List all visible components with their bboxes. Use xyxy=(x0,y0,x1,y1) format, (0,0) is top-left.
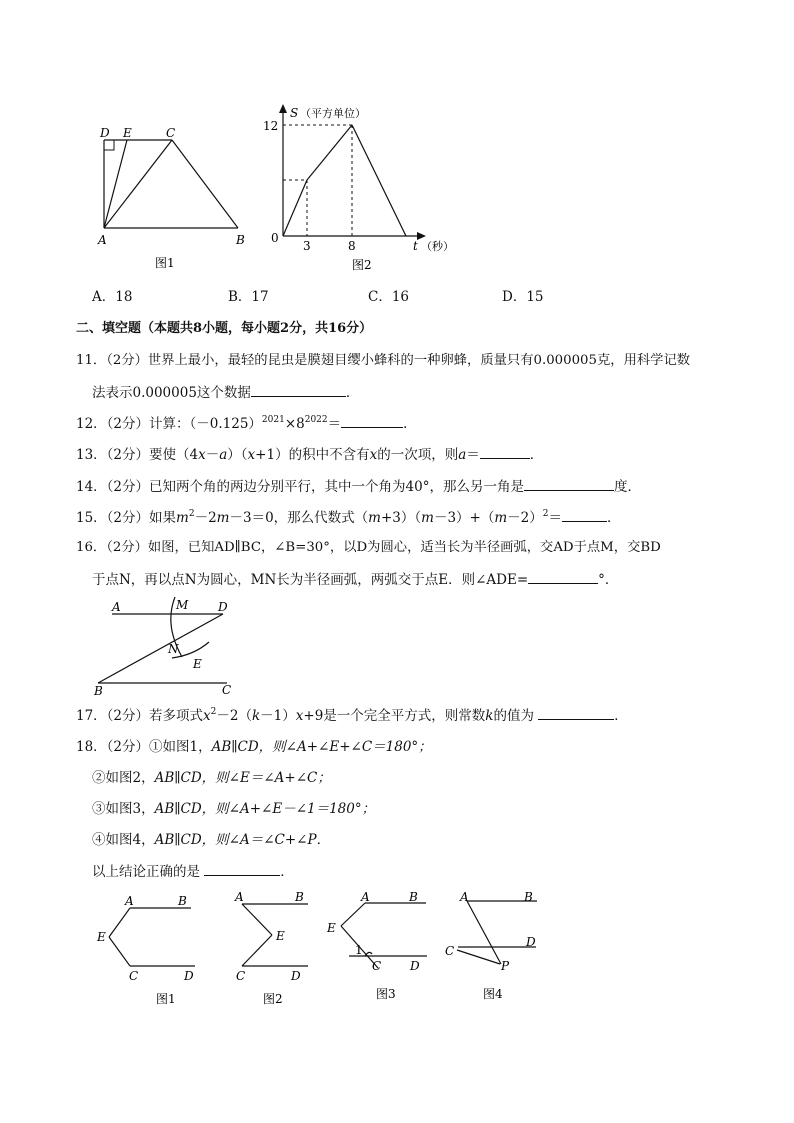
q17-t2: －2（ xyxy=(216,708,252,724)
fig2-caption: 图2 xyxy=(352,258,372,272)
fig1-label-d: D xyxy=(100,126,110,140)
q11-text: 法表示0.000005这个数据 xyxy=(92,385,251,401)
q18-figure-1 xyxy=(95,893,205,1018)
q18f1-a: A xyxy=(125,894,134,908)
q17-t5: 的值为 xyxy=(493,708,534,724)
q13-t3: ）（ xyxy=(227,447,248,463)
q18f4-c: C xyxy=(445,944,455,958)
q17-t3: －1） xyxy=(260,708,296,724)
question-13: 13．（2分）要使（4x－a）（x+1）的积中不含有x的一次项，则a＝ ． xyxy=(76,444,543,465)
q17-t1: 17．（2分）若多项式 xyxy=(76,708,204,724)
question-18-ask: 以上结论正确的是 ． xyxy=(92,861,294,882)
q15-t4: +3）（ xyxy=(380,510,422,526)
fig16-label-d: D xyxy=(218,600,228,614)
fig16-label-c: C xyxy=(222,683,232,697)
question-11-line-2: 法表示0.000005这个数据 ． xyxy=(92,382,359,403)
q18-figure-3 xyxy=(325,887,440,1012)
question-18-statement-1 xyxy=(76,737,432,757)
q16-text: 于点N，再以点N为圆心，MN长为半径画弧，两弧交于点E．则∠ADE= xyxy=(92,572,529,588)
figure-16 xyxy=(92,595,262,698)
q18f2-caption: 图2 xyxy=(263,992,283,1006)
fig16-label-n: N xyxy=(168,642,179,656)
fig2-y-tick-12: 12 xyxy=(263,119,279,133)
question-17: 17．（2分）若多项式$x^2-2(k-1)x+9$是一个完全平方式，则常数k的值为 ． xyxy=(76,707,628,724)
q12-mid: ×8 xyxy=(284,416,305,432)
question-11-line-1: 11．（2分）世界上最小，最轻的昆虫是膜翅目缨小蜂科的一种卵蜂，质量只有0.000005克，用科学记数 xyxy=(76,353,691,368)
q18f2-d: D xyxy=(291,969,301,983)
q13-x2: x xyxy=(247,447,256,463)
q18f3-c: C xyxy=(372,959,382,973)
fig16-label-m: M xyxy=(176,598,189,612)
fig2-x-axis-unit: （秒） xyxy=(421,240,454,253)
q17-x: x xyxy=(203,708,211,724)
q18f3-e: E xyxy=(327,921,336,935)
question-14 xyxy=(76,476,641,497)
q14-answer-blank[interactable] xyxy=(524,476,614,491)
fig1-label-a: A xyxy=(98,233,107,247)
fig2-x-tick-8: 8 xyxy=(348,239,356,253)
q13-t5: 的一次项，则 xyxy=(377,447,459,463)
question-12: 12．（2分）计算：$(-0.125)^{2021}\times 8^{2022}=$ ． xyxy=(76,415,417,432)
option-d: D．15 xyxy=(502,289,544,305)
q15-m1: m xyxy=(176,510,189,526)
q18f4-d: D xyxy=(526,935,536,949)
fig16-label-e: E xyxy=(193,657,202,671)
figure-2-graph xyxy=(260,100,460,275)
fig1-caption: 图1 xyxy=(155,256,175,270)
q16-suffix: °． xyxy=(598,572,619,588)
fig1-label-c: C xyxy=(166,126,176,140)
q14-text: 14．（2分）已知两个角的两边分别平行，其中一个角为40°，那么另一角是 xyxy=(76,479,524,495)
q18-s2-math: AB∥CD，则∠E＝∠A+∠C； xyxy=(154,770,331,786)
q15-m3: m xyxy=(368,510,381,526)
q15-m4: m xyxy=(421,510,434,526)
q18-answer-blank[interactable] xyxy=(204,861,280,876)
q15-t6: －2） xyxy=(507,510,543,526)
q15-t3: －3＝0，那么代数式（ xyxy=(229,510,369,526)
q18f3-b: B xyxy=(409,890,418,904)
question-18-statement-4 xyxy=(92,830,330,850)
q17-k2: k xyxy=(485,708,494,724)
q12-eq: ＝ xyxy=(327,416,342,432)
fig2-y-axis-unit: （平方单位） xyxy=(300,107,366,120)
q13-answer-blank[interactable] xyxy=(480,444,530,459)
fig1-label-b: B xyxy=(236,233,245,247)
q15-t1: 15．（2分）如果 xyxy=(76,510,177,526)
q13-t6: ＝ xyxy=(466,447,480,463)
q18f3-a: A xyxy=(361,890,370,904)
q18-ask-text: 以上结论正确的是 xyxy=(92,864,200,880)
q18-s1-math: AB∥CD，则∠A+∠E+∠C＝180°； xyxy=(211,739,432,755)
fig2-x-tick-3: 3 xyxy=(303,239,311,253)
option-c: C．16 xyxy=(368,289,410,305)
question-16-line-1: 16．（2分）如图，已知AD∥BC，∠B=30°，以D为圆心，适当长为半径画弧，交AD于点M，交BD xyxy=(76,540,661,555)
q12-prefix: 12．（2分）计算：（－0.125） xyxy=(76,416,262,432)
q18-s3-prefix: ③如图3， xyxy=(92,801,155,817)
q18f4-p: P xyxy=(501,959,510,973)
q13-t4: +1）的积中不含有 xyxy=(255,447,370,463)
q18-s2-prefix: ②如图2， xyxy=(92,770,155,786)
q18-s4-math: AB∥CD，则∠A＝∠C+∠P． xyxy=(154,832,331,848)
q14-suffix: 度． xyxy=(613,479,641,495)
option-a: A．18 xyxy=(92,289,133,305)
q13-a2: a xyxy=(458,447,467,463)
q15-m5: m xyxy=(494,510,508,526)
q15-answer-blank[interactable] xyxy=(562,507,607,522)
q18-figure-4 xyxy=(440,888,560,1013)
q18f4-caption: 图4 xyxy=(483,987,503,1001)
q15-t7: ＝ xyxy=(548,510,562,526)
q18f2-b: B xyxy=(295,890,304,904)
q13-t1: 13．（2分）要使（4 xyxy=(76,447,199,463)
fig2-y-axis-var: S xyxy=(290,106,299,120)
q18-s3-math: AB∥CD，则∠A+∠E－∠1＝180°； xyxy=(154,801,376,817)
question-16-line-2 xyxy=(92,569,618,590)
q17-answer-blank[interactable] xyxy=(538,705,614,720)
q18f1-caption: 图1 xyxy=(156,992,176,1006)
q11-answer-blank[interactable] xyxy=(251,382,346,397)
q13-x3: x xyxy=(369,447,378,463)
fig16-label-b: B xyxy=(94,684,103,698)
q17-x2: x xyxy=(295,708,304,724)
option-b: B．17 xyxy=(228,289,269,305)
q12-exp2: 2022 xyxy=(304,415,328,425)
q18f4-b: B xyxy=(524,890,533,904)
q18f3-caption: 图3 xyxy=(376,987,396,1001)
q15-sq2: 2 xyxy=(542,509,549,519)
q17-t4: +9是一个完全平方式，则常数 xyxy=(303,708,486,724)
q18f2-c: C xyxy=(236,969,246,983)
q15-sq: 2 xyxy=(188,509,195,519)
q13-x: x xyxy=(198,447,206,463)
q18-s4-prefix: ④如图4， xyxy=(92,832,155,848)
q18f3-d: D xyxy=(410,959,420,973)
q13-a: a xyxy=(219,447,228,463)
question-18-statement-3 xyxy=(92,799,375,819)
q12-exp1: 2021 xyxy=(261,415,285,425)
q17-k: k xyxy=(251,708,261,724)
fig16-label-a: A xyxy=(112,600,121,614)
q15-m2: m xyxy=(216,510,230,526)
fig2-x-axis-var: t xyxy=(413,239,418,253)
q18f1-b: B xyxy=(178,894,187,908)
q18f1-c: C xyxy=(129,969,139,983)
q16-answer-blank[interactable] xyxy=(528,569,598,584)
fig1-label-e: E xyxy=(123,126,132,140)
question-15: 15．（2分）如果$m^2-2m-3=0$，那么代数式$(m+3)(m-3)+(m-2)^2=$ ． xyxy=(76,509,621,526)
q18f2-a: A xyxy=(235,890,244,904)
q17-sq: 2 xyxy=(210,707,217,717)
q13-t2: － xyxy=(205,447,220,463)
q18f1-e: E xyxy=(97,930,106,944)
section-heading: 二、填空题（本题共8小题，每小题2分，共16分） xyxy=(76,321,373,336)
q18f4-a: A xyxy=(460,890,469,904)
q15-t2: －2 xyxy=(194,510,217,526)
q18-s1-prefix: 18．（2分）①如图1， xyxy=(76,739,212,755)
q15-t5: －3）+（ xyxy=(433,510,495,526)
q12-answer-blank[interactable] xyxy=(341,413,403,428)
figure-1-trapezoid xyxy=(95,120,255,270)
fig2-origin: 0 xyxy=(271,231,279,245)
q18f2-e: E xyxy=(276,929,285,943)
question-18-statement-2 xyxy=(92,768,331,788)
q18f1-d: D xyxy=(184,969,194,983)
q18f3-1: 1 xyxy=(355,943,363,957)
